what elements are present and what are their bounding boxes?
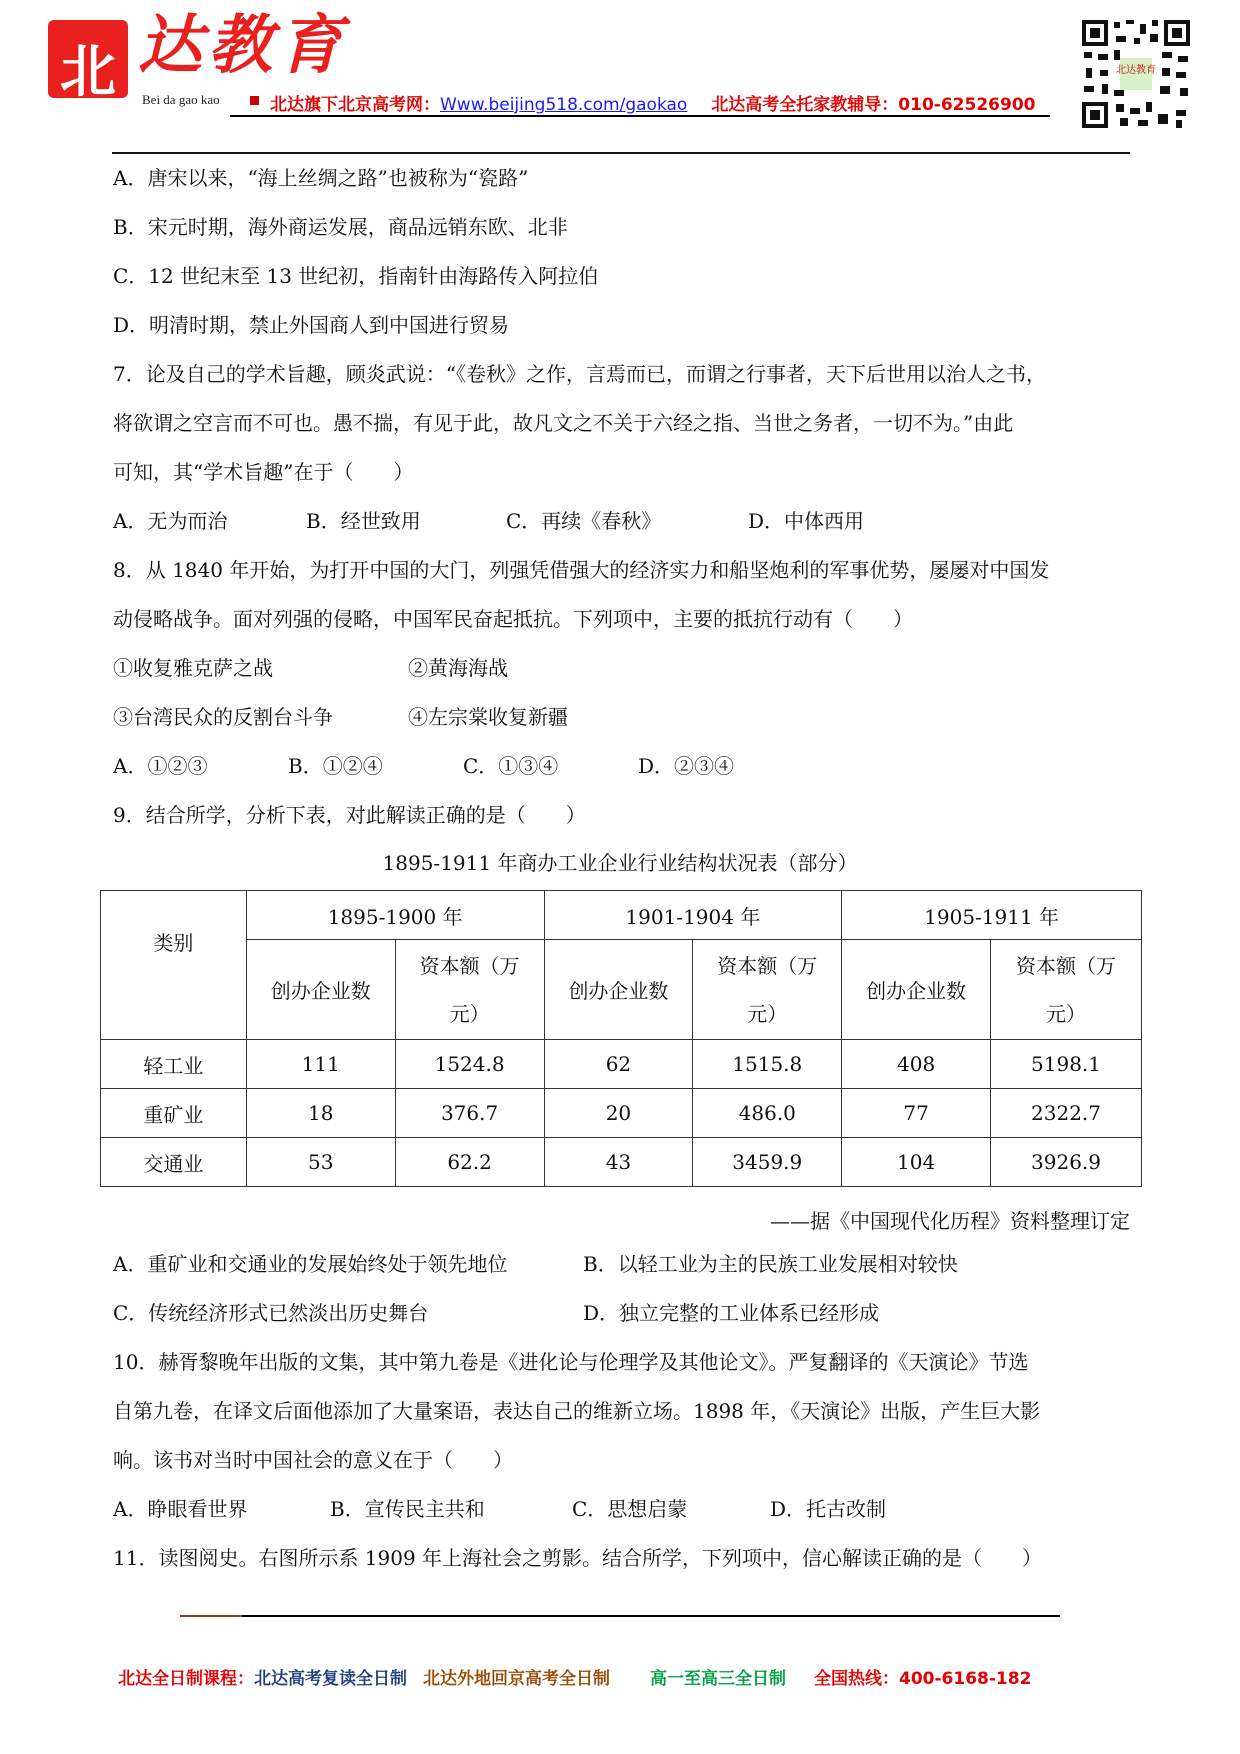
q7-option-b: B．经世致用 xyxy=(306,509,421,533)
subheader-capital-line-2: 元） xyxy=(1046,1001,1087,1026)
header-rule xyxy=(230,115,1050,117)
cell: 43 xyxy=(544,1138,693,1187)
cell: 111 xyxy=(246,1040,395,1089)
q6-option-d: D．明清时期，禁止外国商人到中国进行贸易 xyxy=(113,313,510,337)
subheader-capital-line-2: 元） xyxy=(747,1001,788,1026)
footer-course-grades: 高一至高三全日制 xyxy=(650,1669,786,1689)
logo-pinyin: Bei da gao kao xyxy=(142,92,220,107)
q8-item-2: ②黄海海战 xyxy=(408,656,508,680)
row-category: 轻工业 xyxy=(101,1040,247,1089)
q6-option-c: C．12 世纪末至 13 世纪初，指南针由海路传入阿拉伯 xyxy=(113,264,599,288)
subheader-capital xyxy=(395,940,544,1040)
subheader-capital-line-1: 资本额（万 xyxy=(1016,953,1117,978)
q7-option-c: C．再续《春秋》 xyxy=(506,509,662,533)
q10-option-a: A．睁眼看世界 xyxy=(113,1497,248,1521)
footer-course-repeat: 北达高考复读全日制 xyxy=(254,1669,407,1689)
q8-stem-line-2: 动侵略战争。面对列强的侵略，中国军民奋起抵抗。下列项中，主要的抵抗行动有（ ） xyxy=(113,607,913,631)
site-link[interactable]: Www.beijing518.com/gaokao xyxy=(440,95,688,115)
footer-rule xyxy=(180,1615,1060,1617)
subheader-count: 创办企业数 xyxy=(246,940,395,1040)
q8-option-d: D．②③④ xyxy=(638,754,735,778)
cell: 104 xyxy=(842,1138,991,1187)
subheader-capital-line-1: 资本额（万 xyxy=(717,953,818,978)
cell: 3459.9 xyxy=(693,1138,842,1187)
q10-stem-line-1: 10．赫胥黎晚年出版的文集，其中第九卷是《进化论与伦理学及其他论文》。严复翻译的《天演论》节选 xyxy=(113,1350,1029,1374)
q7-option-d: D．中体西用 xyxy=(748,509,865,533)
footer-rule-accent xyxy=(180,1615,242,1617)
subheader-count: 创办企业数 xyxy=(842,940,991,1040)
q7-stem-line-1: 7．论及自己的学术旨趣，顾炎武说：“《卷秋》之作，言焉而已，而谓之行事者，天下后世用以治人之书， xyxy=(113,362,1046,386)
cell: 77 xyxy=(842,1089,991,1138)
q9-option-c: C．传统经济形式已然淡出历史舞台 xyxy=(113,1301,429,1325)
cell: 3926.9 xyxy=(991,1138,1142,1187)
industry-structure-table xyxy=(100,890,1142,1187)
table-row xyxy=(101,1138,1142,1187)
cell: 1515.8 xyxy=(693,1040,842,1089)
footer-hotline: 全国热线：400-6168-182 xyxy=(814,1669,1032,1689)
footer-course-return: 北达外地回京高考全日制 xyxy=(423,1669,610,1689)
footer-label: 北达全日制课程： xyxy=(118,1669,254,1689)
logo-seal-char: 北 xyxy=(60,40,116,105)
q9-option-b: B．以轻工业为主的民族工业发展相对较快 xyxy=(583,1252,958,1276)
q8-stem-line-1: 8．从 1840 年开始，为打开中国的大门，列强凭借强大的经济实力和船坚炮利的军事优势，屡屡对中国发 xyxy=(113,558,1050,582)
q11-stem: 11．读图阅史。右图所示系 1909 年上海社会之剪影。结合所学，下列项中，信心解读正确的是（ ） xyxy=(113,1546,1043,1570)
q10-stem-line-3: 响。该书对当时中国社会的意义在于（ ） xyxy=(113,1448,513,1472)
table-row xyxy=(101,1040,1142,1089)
cell: 62.2 xyxy=(395,1138,544,1187)
q10-option-b: B．宣传民主共和 xyxy=(330,1497,485,1521)
tutor-label: 北达高考全托家教辅导：010-62526900 xyxy=(711,95,1036,115)
table-corner-cell xyxy=(101,891,247,1040)
header-info xyxy=(270,90,1035,115)
cell: 376.7 xyxy=(395,1089,544,1138)
q8-item-4: ④左宗棠收复新疆 xyxy=(408,705,568,729)
q10-option-d: D．托古改制 xyxy=(770,1497,887,1521)
q8-item-3: ③台湾民众的反割台斗争 xyxy=(113,705,333,729)
q9-stem: 9．结合所学，分析下表，对此解读正确的是（ ） xyxy=(113,803,586,827)
q8-option-c: C．①③④ xyxy=(463,754,559,778)
subheader-capital-line-1: 资本额（万 xyxy=(419,953,520,978)
q8-item-1: ①收复雅克萨之战 xyxy=(113,656,273,680)
table-row xyxy=(101,1089,1142,1138)
site-label: 北达旗下北京高考网： xyxy=(270,95,440,115)
subheader-count: 创办企业数 xyxy=(544,940,693,1040)
logo-seal xyxy=(50,22,126,105)
cell: 1524.8 xyxy=(395,1040,544,1089)
cell: 2322.7 xyxy=(991,1089,1142,1138)
q6-option-a: A．唐宋以来，“海上丝绸之路”也被称为“瓷路” xyxy=(113,166,529,190)
table-title: 1895-1911 年商办工业企业行业结构状况表（部分） xyxy=(382,851,858,875)
q7-stem-line-3: 可知，其“学术旨趣”在于（ ） xyxy=(113,460,414,484)
cell: 5198.1 xyxy=(991,1040,1142,1089)
cell: 62 xyxy=(544,1040,693,1089)
table-period-row xyxy=(101,891,1142,940)
row-category: 交通业 xyxy=(101,1138,247,1187)
footer xyxy=(118,1664,1047,1689)
qr-code-icon xyxy=(1080,18,1192,130)
period-header: 1901-1904 年 xyxy=(544,891,842,940)
q7-stem-line-2: 将欲谓之空言而不可也。愚不揣，有见于此，故凡文之不关于六经之指、当世之务者，一切不为。”由此 xyxy=(113,411,1014,435)
table-source-note: ——据《中国现代化历程》资料整理订定 xyxy=(770,1209,1130,1233)
period-header: 1895-1900 年 xyxy=(246,891,544,940)
period-header: 1905-1911 年 xyxy=(842,891,1142,940)
subheader-capital-line-2: 元） xyxy=(449,1001,490,1026)
q7-option-a: A．无为而治 xyxy=(113,509,228,533)
page-top-rule xyxy=(112,152,1130,154)
cell: 486.0 xyxy=(693,1089,842,1138)
cell: 20 xyxy=(544,1089,693,1138)
cell: 408 xyxy=(842,1040,991,1089)
table-corner-label: 类别 xyxy=(153,930,194,955)
q10-option-c: C．思想启蒙 xyxy=(572,1497,688,1521)
q6-option-b: B．宋元时期，海外商运发展，商品远销东欧、北非 xyxy=(113,215,568,239)
subheader-capital xyxy=(693,940,842,1040)
table-subheader-row xyxy=(101,940,1142,1040)
q8-option-a: A．①②③ xyxy=(113,754,208,778)
qr-center-label: 北达教育 xyxy=(1116,65,1156,76)
q8-option-b: B．①②④ xyxy=(288,754,383,778)
cell: 53 xyxy=(246,1138,395,1187)
q9-option-d: D．独立完整的工业体系已经形成 xyxy=(583,1301,880,1325)
q9-option-a: A．重矿业和交通业的发展始终处于领先地位 xyxy=(113,1252,508,1276)
row-category: 重矿业 xyxy=(101,1089,247,1138)
bullet-square-icon xyxy=(250,96,259,105)
cell: 18 xyxy=(246,1089,395,1138)
subheader-capital xyxy=(991,940,1142,1040)
logo-text: 达教育 xyxy=(138,8,348,83)
q10-stem-line-2: 自第九卷，在译文后面他添加了大量案语，表达自己的维新立场。1898 年，《天演论》出版，产生巨大影 xyxy=(113,1399,1041,1423)
